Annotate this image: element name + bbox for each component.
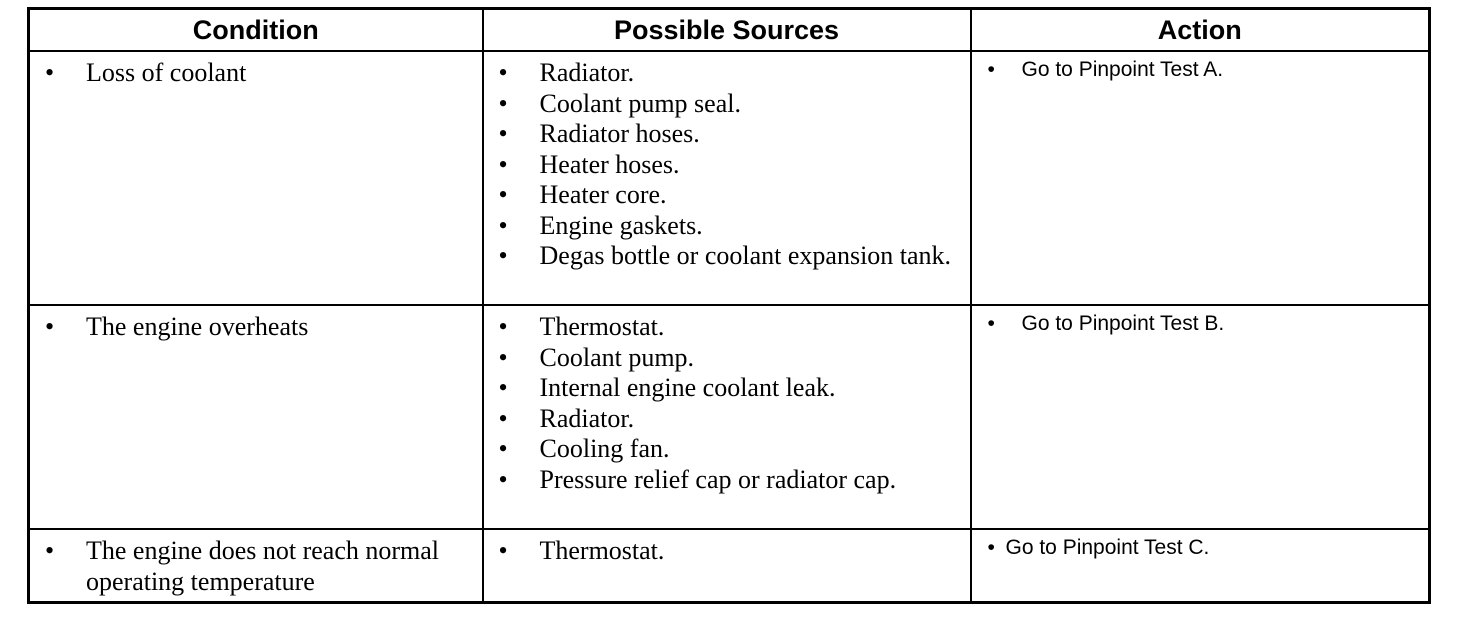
source-item: • Engine gaskets. xyxy=(484,211,970,242)
table-row xyxy=(29,305,1430,529)
condition-cell xyxy=(29,529,483,603)
diagnosis-table xyxy=(27,7,1431,604)
header-condition: Condition xyxy=(29,9,483,52)
source-item: • Heater core. xyxy=(484,180,970,211)
header-possible-sources: Possible Sources xyxy=(483,9,971,52)
source-item: • Thermostat. xyxy=(484,536,970,567)
action-text: • Go to Pinpoint Test A. xyxy=(972,56,1429,84)
source-item: • Radiator hoses. xyxy=(484,119,970,150)
action-cell xyxy=(971,51,1430,305)
source-item: • Coolant pump. xyxy=(484,343,970,374)
sources-cell xyxy=(483,51,971,305)
header-action: Action xyxy=(971,9,1430,52)
source-item: • Coolant pump seal. xyxy=(484,89,970,120)
action-text: • Go to Pinpoint Test B. xyxy=(972,310,1429,338)
action-text: • Go to Pinpoint Test C. xyxy=(972,534,1429,562)
action-cell xyxy=(971,305,1430,529)
source-item: • Degas bottle or coolant expansion tank. xyxy=(484,241,970,272)
table-row xyxy=(29,51,1430,305)
source-item: • Heater hoses. xyxy=(484,150,970,181)
table-row xyxy=(29,529,1430,603)
header-row xyxy=(29,9,1430,52)
source-item: • Radiator. xyxy=(484,58,970,89)
condition-text: • The engine does not reach normal operating temperature xyxy=(30,536,482,597)
source-item: • Pressure relief cap or radiator cap. xyxy=(484,465,970,496)
source-item: • Thermostat. xyxy=(484,312,970,343)
condition-text: • The engine overheats xyxy=(30,312,482,343)
sources-cell xyxy=(483,529,971,603)
condition-cell xyxy=(29,305,483,529)
condition-text: • Loss of coolant xyxy=(30,58,482,89)
source-item: • Cooling fan. xyxy=(484,434,970,465)
sources-cell xyxy=(483,305,971,529)
source-item: • Radiator. xyxy=(484,404,970,435)
source-item: • Internal engine coolant leak. xyxy=(484,373,970,404)
action-cell xyxy=(971,529,1430,603)
condition-cell xyxy=(29,51,483,305)
